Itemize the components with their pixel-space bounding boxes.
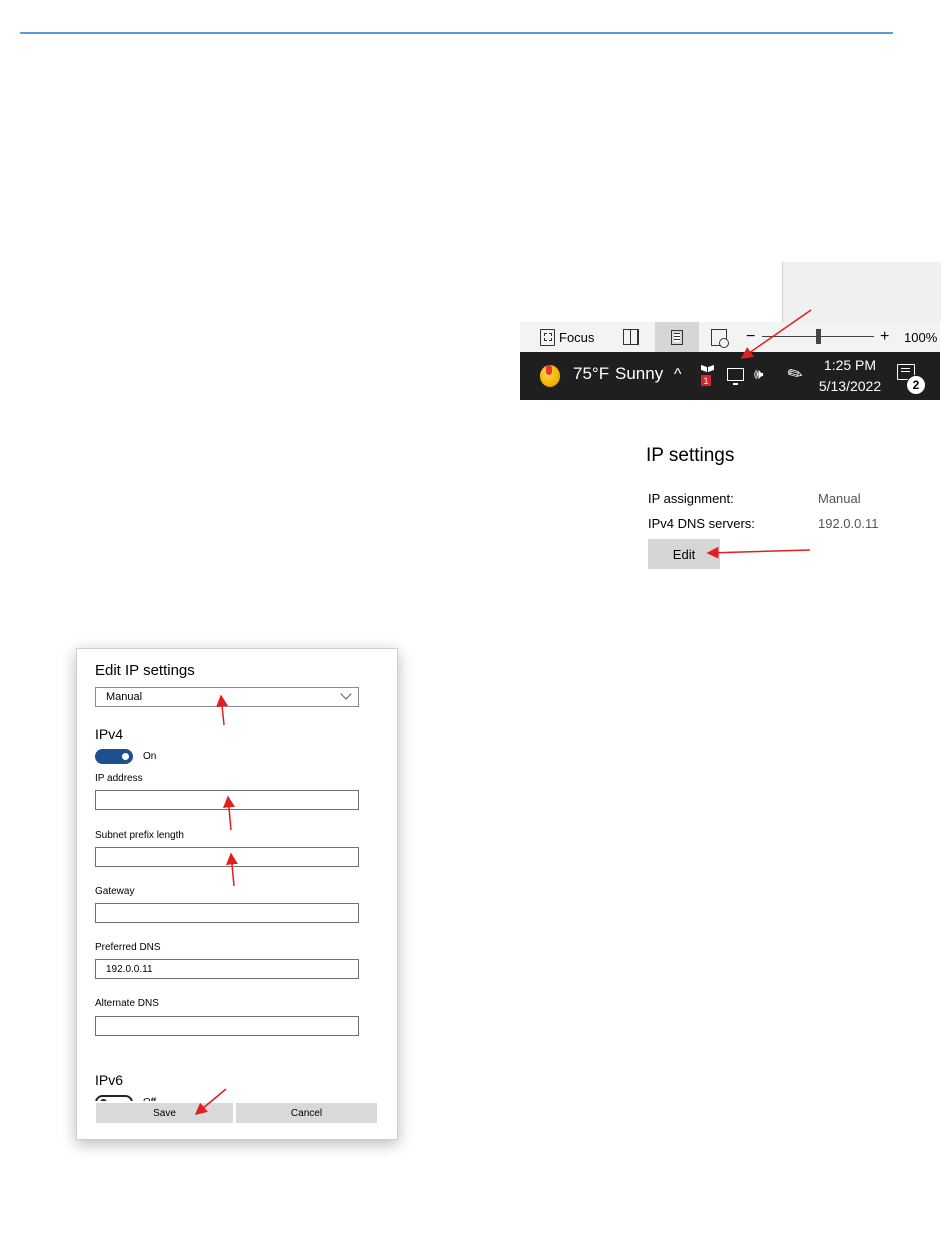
- web-layout-icon: [711, 329, 727, 346]
- dropbox-badge: 1: [701, 375, 711, 386]
- web-layout-button[interactable]: [705, 322, 733, 352]
- focus-label: Focus: [559, 329, 595, 345]
- ip-address-label: IP address: [95, 773, 143, 784]
- zoom-out-button[interactable]: −: [746, 328, 756, 345]
- zoom-percent[interactable]: 100%: [904, 329, 938, 345]
- ipv6-heading: IPv6: [95, 1072, 124, 1088]
- pen-icon[interactable]: ✎: [783, 361, 807, 387]
- subnet-label: Subnet prefix length: [95, 830, 184, 841]
- chevron-down-icon: [340, 688, 351, 699]
- zoom-in-button[interactable]: +: [880, 328, 890, 345]
- read-mode-button[interactable]: [617, 322, 645, 352]
- ip-address-input[interactable]: [95, 790, 359, 810]
- notification-count-badge: 2: [906, 375, 926, 395]
- dropbox-icon[interactable]: [701, 366, 719, 386]
- print-layout-icon: [671, 330, 683, 345]
- dialog-title: Edit IP settings: [95, 662, 195, 679]
- network-icon[interactable]: [727, 368, 744, 381]
- focus-button[interactable]: [540, 322, 594, 352]
- dialog-footer: [77, 1101, 397, 1139]
- ip-settings-panel: [646, 445, 906, 575]
- clock-date: 5/13/2022: [818, 378, 882, 394]
- save-button[interactable]: Save: [96, 1103, 233, 1123]
- dns-servers-value: 192.0.0.11: [818, 516, 879, 531]
- ipv4-toggle-label: On: [143, 751, 157, 762]
- cancel-button[interactable]: Cancel: [236, 1103, 377, 1123]
- clock-time: 1:25 PM: [823, 357, 877, 373]
- taskbar-screenshot: [520, 262, 940, 400]
- ip-settings-title: IP settings: [646, 445, 735, 466]
- windows-taskbar: [520, 352, 940, 400]
- alternate-dns-input[interactable]: [95, 1016, 359, 1036]
- weather-icon[interactable]: [540, 365, 560, 387]
- header-rule: [20, 32, 893, 34]
- ip-mode-value: Manual: [106, 691, 143, 703]
- ipv4-heading: IPv4: [95, 726, 124, 742]
- dns-servers-row: [648, 516, 888, 536]
- gateway-input[interactable]: [95, 903, 359, 923]
- subnet-input[interactable]: [95, 847, 359, 867]
- dns-servers-label: IPv4 DNS servers:: [648, 516, 755, 531]
- zoom-slider[interactable]: [762, 322, 874, 352]
- edit-button[interactable]: Edit: [648, 539, 720, 569]
- word-status-bar: [520, 322, 940, 352]
- preferred-dns-input[interactable]: 192.0.0.11: [95, 959, 359, 979]
- taskbar-clock[interactable]: [810, 355, 890, 397]
- ip-assignment-value: Manual: [818, 491, 861, 506]
- read-mode-icon: [623, 329, 639, 345]
- ip-mode-dropdown[interactable]: [95, 687, 359, 707]
- ip-assignment-row: [648, 491, 888, 511]
- ip-assignment-label: IP assignment:: [648, 491, 734, 506]
- weather-condition[interactable]: Sunny: [615, 364, 664, 383]
- volume-icon[interactable]: 🕪: [754, 366, 764, 383]
- zoom-thumb[interactable]: [816, 329, 821, 344]
- focus-icon: [540, 329, 555, 346]
- ipv4-toggle[interactable]: [95, 749, 133, 764]
- alternate-dns-label: Alternate DNS: [95, 998, 159, 1009]
- print-layout-button[interactable]: [655, 322, 699, 352]
- document-pane: [782, 262, 941, 322]
- tray-chevron-icon[interactable]: ^: [674, 366, 682, 383]
- weather-temperature[interactable]: 75°F: [573, 364, 610, 383]
- edit-ip-dialog: [76, 648, 398, 1140]
- gateway-label: Gateway: [95, 886, 135, 897]
- preferred-dns-label: Preferred DNS: [95, 942, 161, 953]
